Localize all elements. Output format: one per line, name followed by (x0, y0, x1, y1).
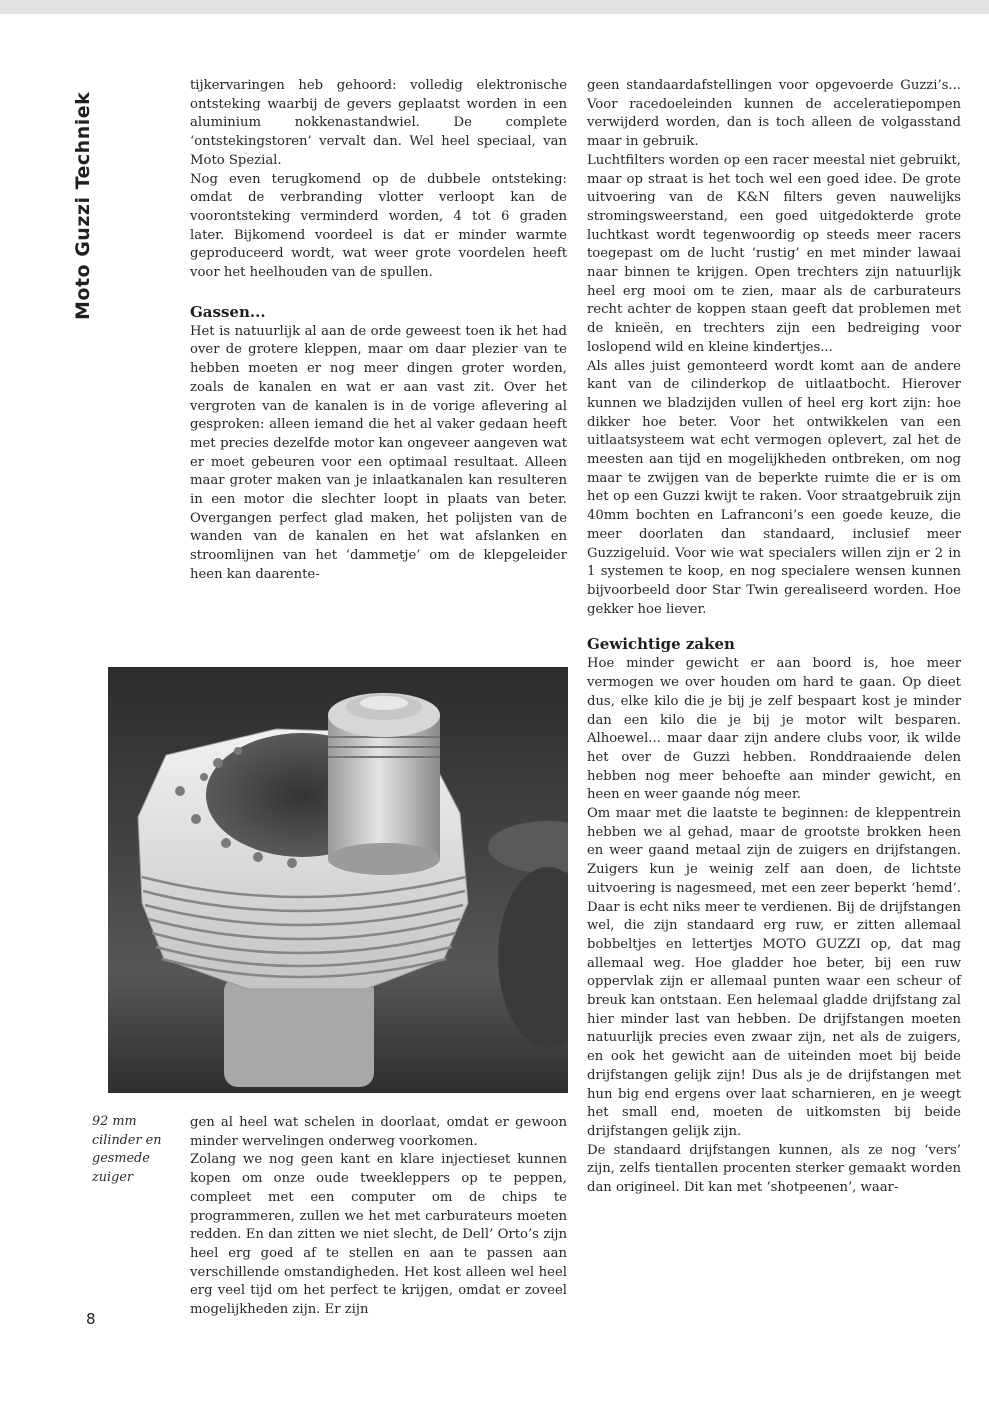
paragraph: Hoe minder gewicht er aan boord is, hoe meer vermogen we over houden om hard te gaan. Op dieet dus, elke kilo die je bij je zelf bespaart kost je minder dan een kilo die je bij je motor wilt besparen. Alhoewel... maar daar zijn andere clubs voor, ik wilde het over de Guzzi hebben. Ronddraaiende delen hebben nog meer behoefte aan minder gewicht, en heen en weer gaande nóg meer. (587, 656, 961, 803)
photo-caption: 92 mm cilinder en gesmede zuiger (92, 1114, 162, 1186)
column-1-top (190, 77, 567, 585)
section-heading-gassen: Gassen... (190, 302, 266, 321)
top-rule (0, 0, 989, 14)
section-heading-gewichtige-zaken: Gewichtige zaken (587, 635, 735, 654)
page-number: 8 (86, 1310, 96, 1328)
running-head: Moto Guzzi Techniek (72, 91, 94, 320)
paragraph: Zolang we nog geen kant en klare injectieset kunnen kopen om onze oude tweekleppers op te peppen, compleet met een computer om de chips te programmeren, zullen we het met carburateurs moeten redden. En dan zitten we niet slecht, de Dell’ Orto’s zijn heel erg goed af te stellen en aan te passen aan verschillende omstandigheden. Het kost alleen wel heel erg veel tijd om het perfect te krijgen, omdat er zoveel mogelijkheden zijn. Er zijn (190, 1152, 567, 1318)
paragraph: Nog even terugkomend op de dubbele ontsteking: omdat de verbranding vlotter verloopt kan de voorontsteking verminderd worden, 4 tot 6 graden later. Bijkomend voordeel is dat er minder warmte geproduceerd wordt, wat weer grote voordelen heeft voor het heelhouden van de spullen. (190, 171, 567, 281)
cylinder-piston-photo (108, 667, 568, 1093)
paragraph: Luchtfilters worden op een racer meestal niet gebruikt, maar op straat is het toch wel een goed idee. De grote uitvoering van de K&N filters geven nauwelijks stromingsweerstand, een goed uitgedokterde grote luchtkast wordt tegenwoordig op steeds meer racers toegepast om de lucht ‘rustig’ en met minder lawaai naar binnen te krijgen. Open trechters zijn natuurlijk heel erg mooi om te zien, maar als de carburateurs recht achter de koppen staan geeft dat problemen met de knieën, en trechters zijn een bedreiging voor loslopend wild en kleine kindertjes... (587, 152, 961, 355)
paragraph: tijkervaringen heb gehoord: volledig elektronische ontsteking waarbij de gevers geplaatst worden in een aluminium nokkenastandwiel. De complete ‘ontstekingstoren’ vervalt dan. Wel heel speciaal, van Moto Spezial. (190, 78, 567, 168)
paragraph: gen al heel wat schelen in doorlaat, omdat er gewoon minder wervelingen onderweg voorkomen. (190, 1115, 567, 1149)
paragraph: Om maar met die laatste te beginnen: de kleppentrein hebben we al gehad, maar de grootste brokken heen en weer gaand metaal zijn de zuigers en drijfstangen. Zuigers kun je weinig zelf aan doen, de lichtste uitvoering is nagesmeed, met een zeer beperkt ‘hemd’. Daar is echt niks meer te verdienen. Bij de drijfstangen wel, die zijn standaard erg ruw, er zitten allemaal bobbeltjes en lettertjes MOTO GUZZI op, dat mag allemaal weg. Hoe gladder hoe beter, bij een ruw oppervlak zijn er allemaal punten waar een scheur of breuk kan ontstaan. Een helemaal gladde drijfstang zal hier minder last van hebben. De drijfstangen moeten natuurlijk precies even zwaar zijn, net als de zuigers, en ook het gewicht aan de uiteinden moet bij beide drijfstangen gelijk zijn! Dus als je de drijfstangen met hun big end ergens over laat scharnieren, en je weegt het small end, moeten de uitkomsten bij beide drijfstangen gelijk zijn. (587, 806, 961, 1139)
paragraph: Als alles juist gemonteerd wordt komt aan de andere kant van de cilinderkop de uitlaatbocht. Hierover kunnen we bladzijden vullen of heel erg kort zijn: hoe dikker hoe beter. Voor het ontwikkelen van een uitlaatsysteem wat echt vermogen oplevert, zal het de meesten aan tijd en mogelijkheden ontbreken, om nog maar te zwijgen van de beperkte ruimte die er is om het op een Guzzi kwijt te raken. Voor straatgebruik zijn 40mm bochten en Lafranconi’s een goede keuze, die meer doorlaten dan standaard, inclusief meer Guzzigeluid. Voor wie wat specialers willen zijn er 2 in 1 systemen te koop, en nog specialere wensen kunnen bijvoorbeeld door Star Twin gerealiseerd worden. Hoe gekker hoe liever. (587, 358, 961, 617)
column-1-bottom (190, 1114, 567, 1320)
paragraph: Het is natuurlijk al aan de orde geweest toen ik het had over de grotere kleppen, maar om daar plezier van te hebben moeten er nog meer dingen groter worden, zoals de kanalen en wat er aan vast zit. Over het vergroten van de kanalen is in de vorige aflevering al gesproken: alleen iemand die het al vaker gedaan heeft met precies dezelfde motor kan ongeveer aangeven wat er moet gebeuren voor een optimaal resultaat. Alleen maar groter maken van je inlaatkanalen kan resulteren in een motor die slechter loopt in plaats van beter. Overgangen perfect glad maken, het polijsten van de wanden van de kanalen en het wat afslanken en stroomlijnen van het ‘dammetje’ om de klepgeleider heen kan daarente- (190, 323, 567, 582)
column-2 (587, 77, 961, 1198)
paragraph: De standaard drijfstangen kunnen, als ze nog ‘vers’ zijn, zelfs tientallen procenten sterker gemaakt worden dan origineel. Dit kan met ‘shotpeenen’, waar- (587, 1142, 961, 1196)
paragraph: geen standaardafstellingen voor opgevoerde Guzzi’s... Voor racedoeleinden kunnen de acceleratiepompen verwijderd worden, dan is toch alleen de volgasstand maar in gebruik. (587, 78, 961, 150)
